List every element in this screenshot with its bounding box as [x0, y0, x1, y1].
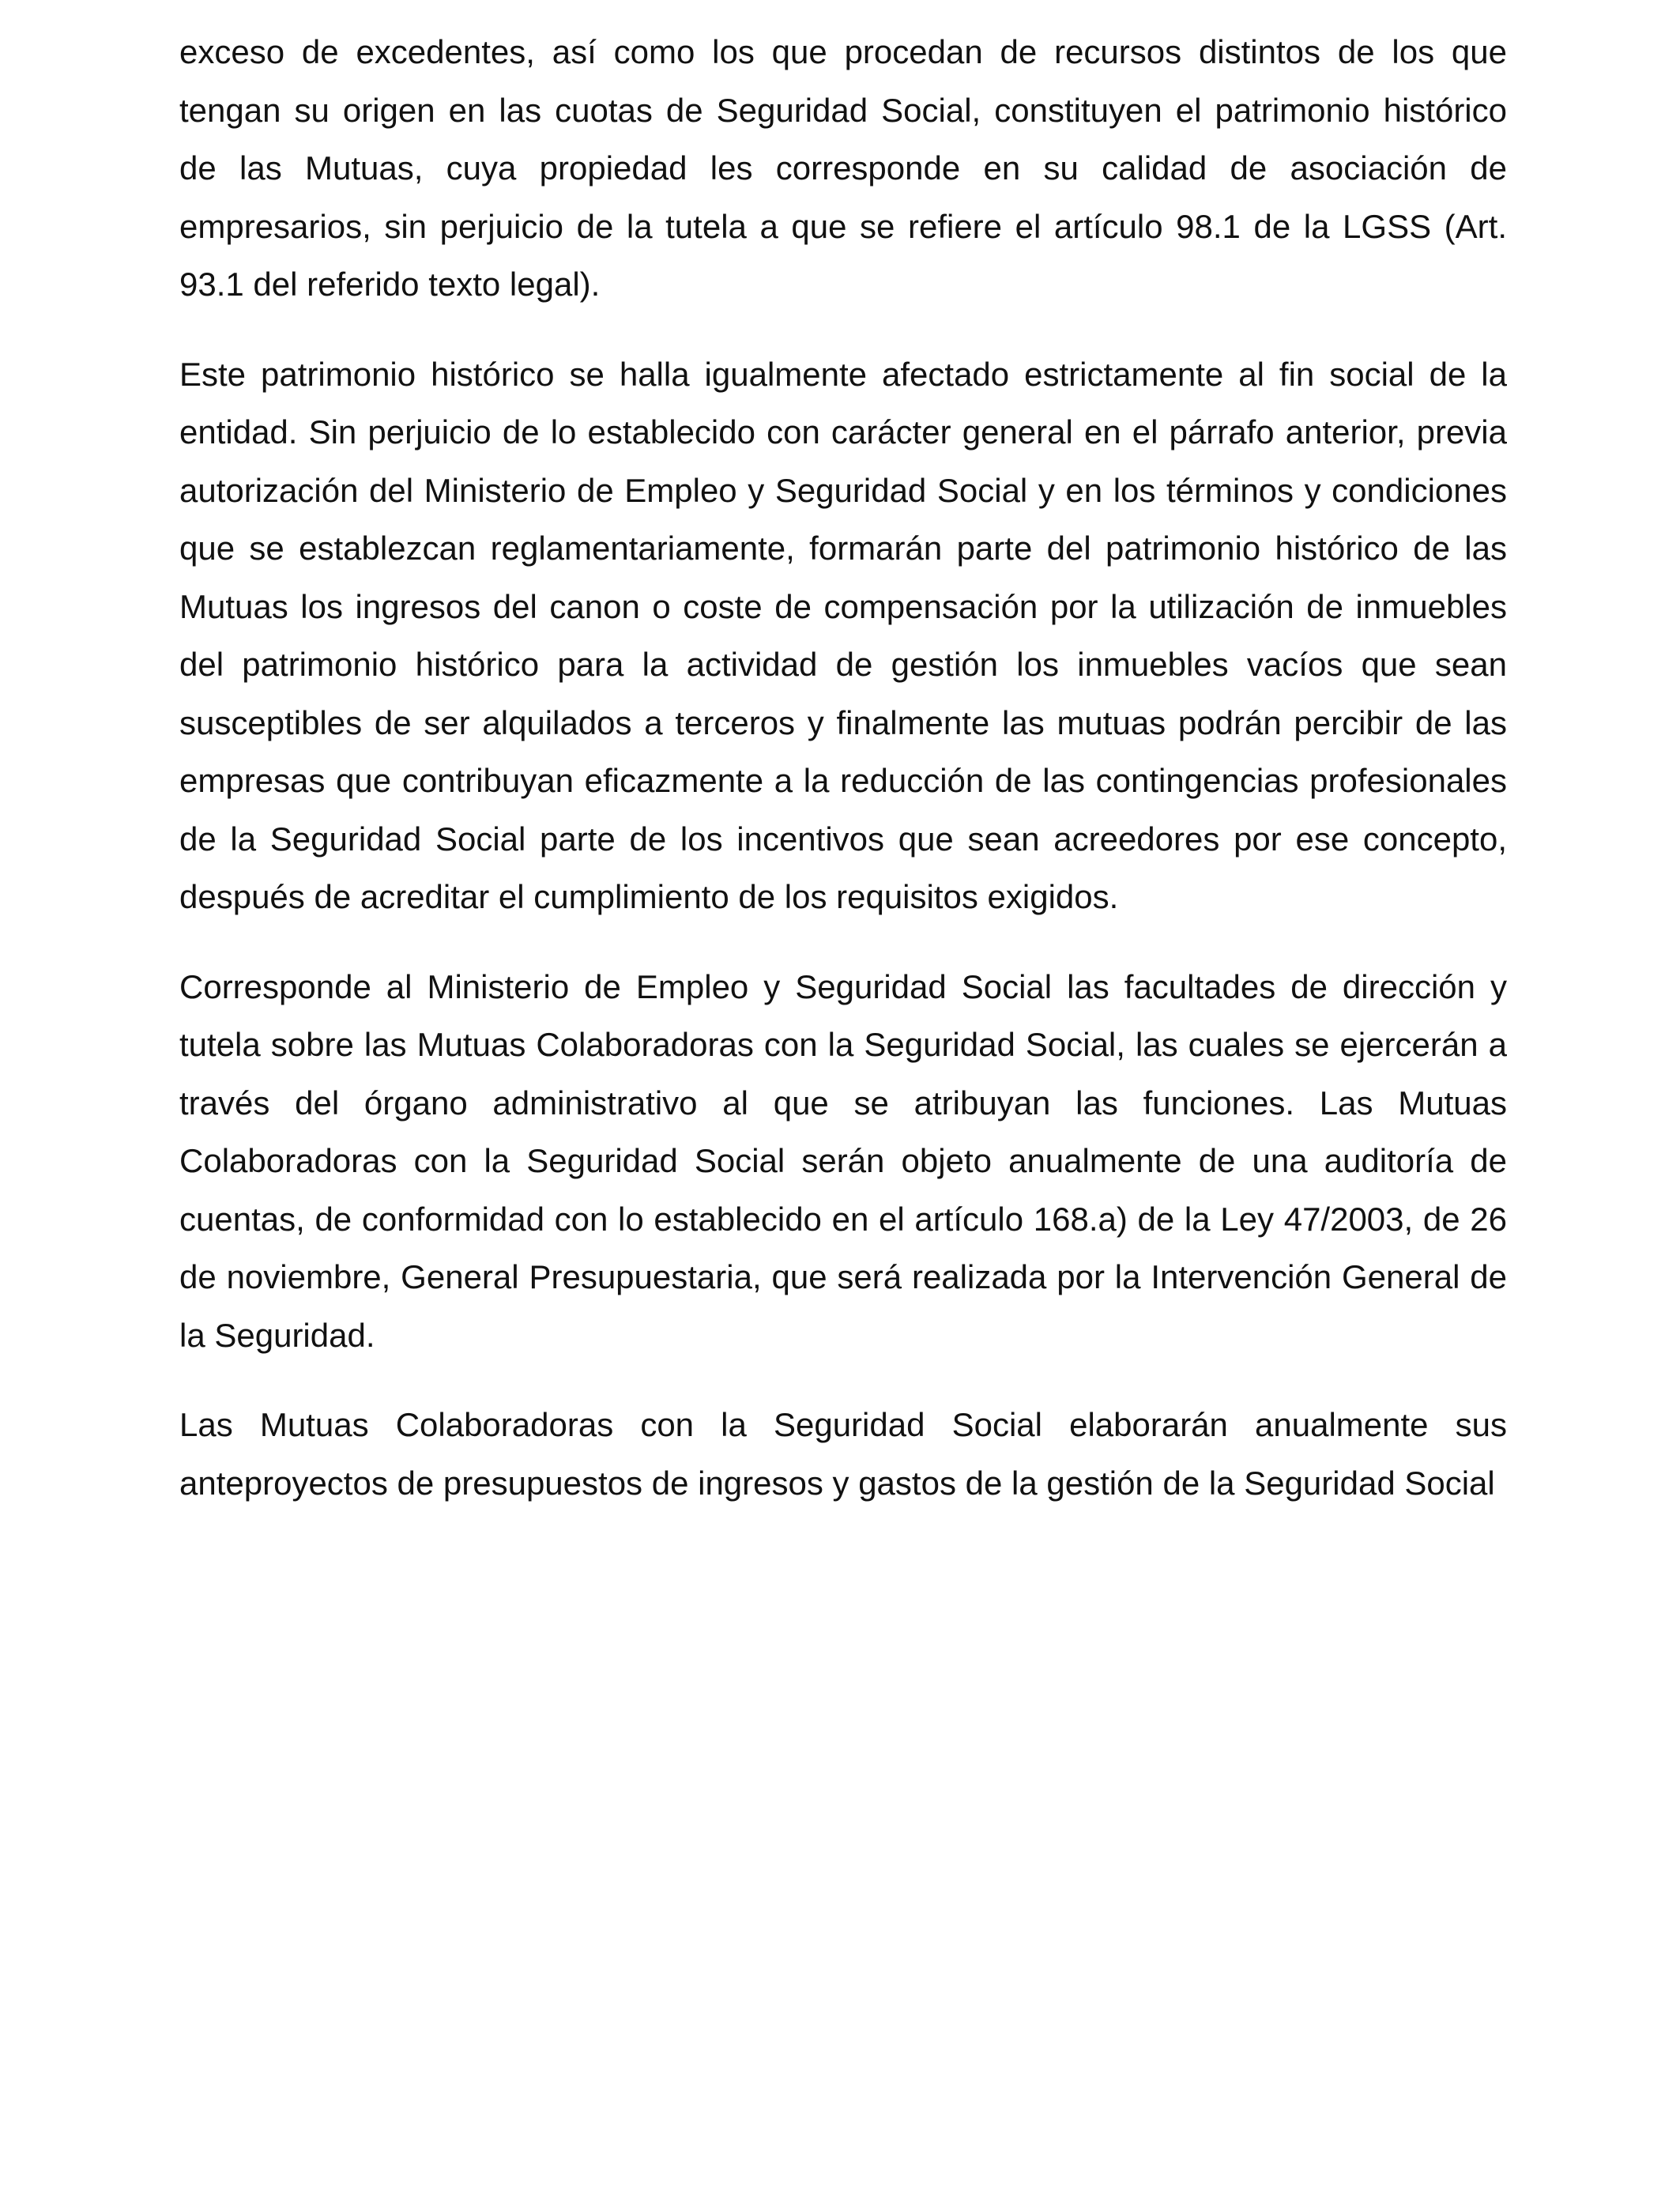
text-line: del patrimonio histórico para la actividad de gestión los inmuebles vacíos que sean [179, 646, 1507, 683]
document-body [179, 23, 1507, 1512]
text-line: empresarios, sin perjuicio de la tutela a que se refiere el artículo 98.1 de la LGSS (Art. [179, 207, 1507, 245]
text-line: Corresponde al Ministerio de Empleo y Seguridad Social las facultades de dirección y [179, 967, 1507, 1005]
text-line: entidad. Sin perjuicio de lo establecido con carácter general en el párrafo anterior, previa [179, 413, 1507, 450]
text-line: que se establezcan reglamentariamente, formarán parte del patrimonio histórico de las [179, 530, 1507, 567]
text-line: cuentas, de conformidad con lo establecido en el artículo 168.a) de la Ley 47/2003, de 26 [179, 1200, 1507, 1238]
text-line: Este patrimonio histórico se halla igualmente afectado estrictamente al fin social de la [179, 355, 1507, 393]
text-line: susceptibles de ser alquilados a terceros y finalmente las mutuas podrán percibir de las [179, 703, 1507, 741]
text-line: través del órgano administrativo al que se atribuyan las funciones. Las Mutuas [179, 1084, 1507, 1122]
text-line: Mutuas los ingresos del canon o coste de compensación por la utilización de inmuebles [179, 587, 1507, 625]
text-line: tengan su origen en las cuotas de Seguridad Social, constituyen el patrimonio histórico [179, 91, 1507, 129]
text-line: exceso de excedentes, así como los que procedan de recursos distintos de los que [179, 33, 1507, 70]
text-line: anteproyectos de presupuestos de ingresos y gastos de la gestión de la Seguridad Social [179, 1464, 1495, 1502]
text-line: la Seguridad. [179, 1316, 375, 1354]
text-line: después de acreditar el cumplimiento de los requisitos exigidos. [179, 878, 1119, 915]
text-line: de noviembre, General Presupuestaria, que será realizada por la Intervención General de [179, 1258, 1507, 1295]
text-line: de la Seguridad Social parte de los incentivos que sean acreedores por ese concepto, [179, 820, 1507, 858]
paragraph-afectacion-fin-social [179, 345, 1507, 926]
text-line: de las Mutuas, cuya propiedad les corresponde en su calidad de asociación de [179, 149, 1507, 187]
text-line: Colaboradoras con la Seguridad Social serán objeto anualmente de una auditoría de [179, 1142, 1507, 1179]
text-line: empresas que contribuyan eficazmente a la reducción de las contingencias profesionales [179, 762, 1507, 799]
text-line: tutela sobre las Mutuas Colaboradoras con la Seguridad Social, las cuales se ejercerán a [179, 1026, 1507, 1063]
text-line: autorización del Ministerio de Empleo y Seguridad Social y en los términos y condiciones [179, 471, 1507, 509]
paragraph-patrimonio-historico [179, 23, 1507, 314]
paragraph-tutela-ministerio [179, 958, 1507, 1365]
paragraph-anteproyectos-presupuestos [179, 1396, 1507, 1512]
text-line: Las Mutuas Colaboradoras con la Seguridad Social elaborarán anualmente sus [179, 1406, 1507, 1443]
text-line: 93.1 del referido texto legal). [179, 266, 601, 303]
